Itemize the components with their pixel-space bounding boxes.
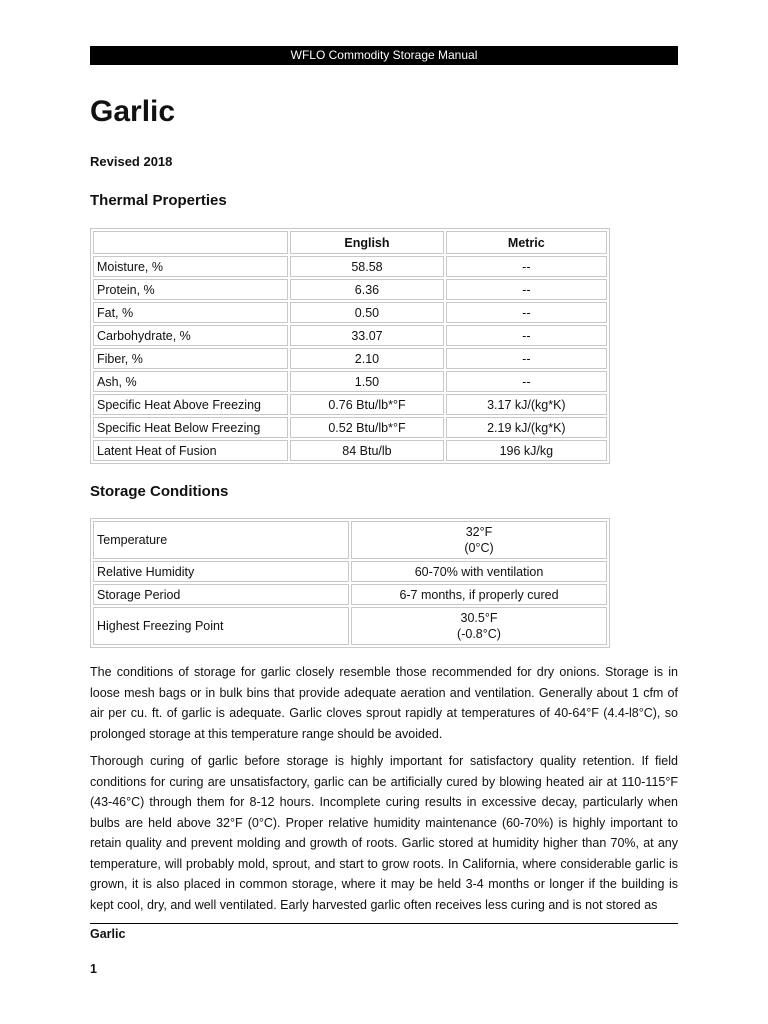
table-row (93, 417, 607, 438)
condition-value-cell: 60-70% with ventilation (351, 561, 607, 582)
property-cell: Specific Heat Above Freezing (93, 394, 288, 415)
column-header-metric: Metric (446, 231, 607, 254)
english-value-cell: 0.76 Btu/lb*°F (290, 394, 443, 415)
condition-value-line: (-0.8°C) (457, 627, 501, 641)
table-row (93, 584, 607, 605)
condition-label-cell: Storage Period (93, 584, 349, 605)
metric-value-cell: -- (446, 256, 607, 277)
metric-value-cell: -- (446, 371, 607, 392)
english-value-cell: 0.50 (290, 302, 443, 323)
table-row (93, 607, 607, 645)
table-header-row (93, 231, 607, 254)
table-row (93, 561, 607, 582)
english-value-cell: 6.36 (290, 279, 443, 300)
property-cell: Ash, % (93, 371, 288, 392)
property-cell: Moisture, % (93, 256, 288, 277)
metric-value-cell: 3.17 kJ/(kg*K) (446, 394, 607, 415)
thermal-properties-table (90, 228, 610, 464)
storage-conditions-table (90, 518, 610, 648)
table-row (93, 521, 607, 559)
table-row (93, 279, 607, 300)
condition-label-cell: Temperature (93, 521, 349, 559)
revision-note: Revised 2018 (90, 154, 173, 169)
table-row (93, 440, 607, 461)
footer-label: Garlic (90, 927, 126, 941)
property-cell: Fat, % (93, 302, 288, 323)
property-cell: Latent Heat of Fusion (93, 440, 288, 461)
body-paragraph: Thorough curing of garlic before storage is highly important for satisfactory quality retention. If field conditions for curing are unsatisfactory, garlic can be artificially cured by blowing heated air at 110-115°F (43-46°C) through them for 8-12 hours. Incomplete curing results in excessive decay, particularly when bulbs are held above 32°F (0°C). Proper relative humidity maintenance (60-70%) is highly important to retain quality and prevent molding and growth of roots. Garlic stored at humidity higher than 70%, at any temperature, will probably mold, sprout, and start to grow roots. In California, where considerable garlic is grown, it is also placed in common storage, where it may be held 3-4 months or longer if the building is kept cool, dry, and well ventilated. Early harvested garlic often receives less curing and is not stored as (90, 754, 678, 912)
running-header (90, 46, 678, 65)
metric-value-cell: 2.19 kJ/(kg*K) (446, 417, 607, 438)
document-title: Garlic (90, 95, 176, 128)
metric-value-cell: -- (446, 325, 607, 346)
metric-value-cell: 196 kJ/kg (446, 440, 607, 461)
property-cell: Protein, % (93, 279, 288, 300)
condition-label-cell: Highest Freezing Point (93, 607, 349, 645)
metric-value-cell: -- (446, 348, 607, 369)
english-value-cell: 0.52 Btu/lb*°F (290, 417, 443, 438)
column-header-english: English (290, 231, 443, 254)
condition-value-line: 30.5°F (460, 611, 498, 625)
table-row (93, 394, 607, 415)
thermal-properties-heading: Thermal Properties (90, 192, 227, 209)
property-cell: Specific Heat Below Freezing (93, 417, 288, 438)
condition-value-cell (351, 607, 607, 645)
condition-value-line: (0°C) (464, 541, 494, 555)
table-row (93, 256, 607, 277)
metric-value-cell: -- (446, 279, 607, 300)
condition-label-cell: Relative Humidity (93, 561, 349, 582)
property-cell: Carbohydrate, % (93, 325, 288, 346)
condition-value-cell: 6-7 months, if properly cured (351, 584, 607, 605)
table-row (93, 371, 607, 392)
column-header-property (93, 231, 288, 254)
english-value-cell: 1.50 (290, 371, 443, 392)
table-row (93, 302, 607, 323)
metric-value-cell: -- (446, 302, 607, 323)
english-value-cell: 58.58 (290, 256, 443, 277)
table-row (93, 348, 607, 369)
condition-value-line: 32°F (465, 525, 493, 539)
storage-conditions-heading: Storage Conditions (90, 483, 229, 500)
page-number: 1 (90, 962, 97, 976)
english-value-cell: 2.10 (290, 348, 443, 369)
table-row (93, 325, 607, 346)
condition-value-cell (351, 521, 607, 559)
english-value-cell: 33.07 (290, 325, 443, 346)
english-value-cell: 84 Btu/lb (290, 440, 443, 461)
document-page (90, 0, 678, 1024)
property-cell: Fiber, % (93, 348, 288, 369)
running-header-title: WFLO Commodity Storage Manual (290, 48, 478, 62)
body-paragraph: The conditions of storage for garlic closely resemble those recommended for dry onions. Storage is in loose mesh bags or in bulk bins that provide adequate aeration and ventilation. Generally about 1 cfm of air per cu. ft. of garlic is adequate. Garlic cloves sprout rapidly at temperatures of 40-64°F (4.4-l8°C), so prolonged storage at this temperature range should be avoided. (90, 665, 678, 741)
footer-divider (90, 923, 678, 924)
